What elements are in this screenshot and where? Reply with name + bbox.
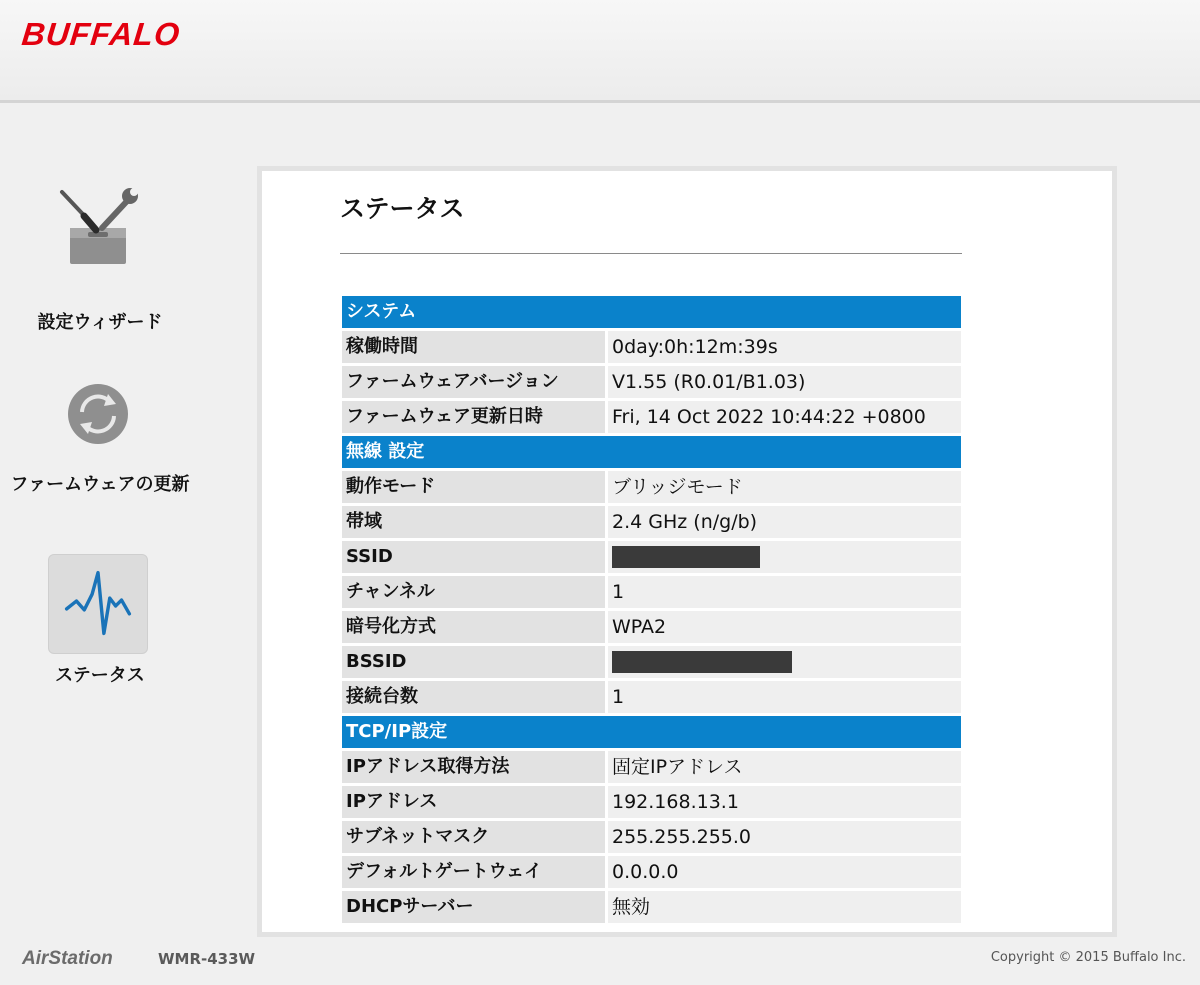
row-label: 帯域	[342, 506, 605, 538]
redacted-block	[612, 651, 792, 673]
row-label: ファームウェア更新日時	[342, 401, 605, 433]
sidebar-item-setup-wizard[interactable]	[0, 180, 200, 333]
title-divider	[340, 253, 962, 254]
table-row	[342, 506, 961, 538]
sidebar-item-label: ファームウェアの更新	[10, 474, 190, 495]
row-label: 接続台数	[342, 681, 605, 713]
sidebar-item-firmware-update[interactable]	[0, 372, 200, 495]
table-row	[342, 576, 961, 608]
header-bar	[0, 0, 1200, 103]
copyright-text: Copyright © 2015 Buffalo Inc.	[990, 950, 1186, 965]
toolbox-icon[interactable]	[48, 180, 148, 280]
airstation-logo: AirStation	[22, 948, 113, 969]
row-value-redacted	[608, 541, 961, 573]
row-value: 192.168.13.1	[608, 786, 961, 818]
row-value: Fri, 14 Oct 2022 10:44:22 +0800	[608, 401, 961, 433]
row-value: 0day:0h:12m:39s	[608, 331, 961, 363]
row-value: WPA2	[608, 611, 961, 643]
redacted-block	[612, 546, 760, 568]
table-row	[342, 856, 961, 888]
section-header-system: システム	[342, 296, 961, 328]
table-row	[342, 646, 961, 678]
row-value: ブリッジモード	[608, 471, 961, 503]
table-row	[342, 401, 961, 433]
row-label: ファームウェアバージョン	[342, 366, 605, 398]
pulse-icon[interactable]	[48, 554, 148, 654]
row-value: 1	[608, 576, 961, 608]
status-table	[342, 296, 961, 926]
row-value-redacted	[608, 646, 961, 678]
row-value: 255.255.255.0	[608, 821, 961, 853]
table-row	[342, 471, 961, 503]
section-header-tcpip: TCP/IP設定	[342, 716, 961, 748]
row-value: 固定IPアドレス	[608, 751, 961, 783]
table-row	[342, 786, 961, 818]
row-label: デフォルトゲートウェイ	[342, 856, 605, 888]
table-row	[342, 821, 961, 853]
status-panel	[257, 166, 1117, 937]
table-row	[342, 366, 961, 398]
sidebar-item-label: ステータス	[55, 665, 145, 686]
row-value: 0.0.0.0	[608, 856, 961, 888]
row-value: V1.55 (R0.01/B1.03)	[608, 366, 961, 398]
row-label: 稼働時間	[342, 331, 605, 363]
model-name: WMR-433W	[158, 950, 256, 968]
table-row	[342, 681, 961, 713]
sidebar-item-status[interactable]	[0, 554, 200, 684]
row-label: チャンネル	[342, 576, 605, 608]
row-label: サブネットマスク	[342, 821, 605, 853]
row-value: 2.4 GHz (n/g/b)	[608, 506, 961, 538]
table-row	[342, 331, 961, 363]
row-label: IPアドレス	[342, 786, 605, 818]
page-title: ステータス	[340, 194, 465, 223]
table-row	[342, 611, 961, 643]
row-value: 1	[608, 681, 961, 713]
table-row	[342, 751, 961, 783]
row-label: BSSID	[342, 646, 605, 678]
buffalo-logo[interactable]: BUFFALO	[20, 16, 183, 52]
sidebar-item-label: 設定ウィザード	[37, 312, 163, 333]
refresh-icon[interactable]	[48, 372, 148, 472]
table-row	[342, 541, 961, 573]
row-label: 暗号化方式	[342, 611, 605, 643]
row-label: SSID	[342, 541, 605, 573]
row-label: 動作モード	[342, 471, 605, 503]
section-header-wireless: 無線 設定	[342, 436, 961, 468]
row-label: IPアドレス取得方法	[342, 751, 605, 783]
table-row	[342, 891, 961, 923]
row-label: DHCPサーバー	[342, 891, 605, 923]
row-value: 無効	[608, 891, 961, 923]
